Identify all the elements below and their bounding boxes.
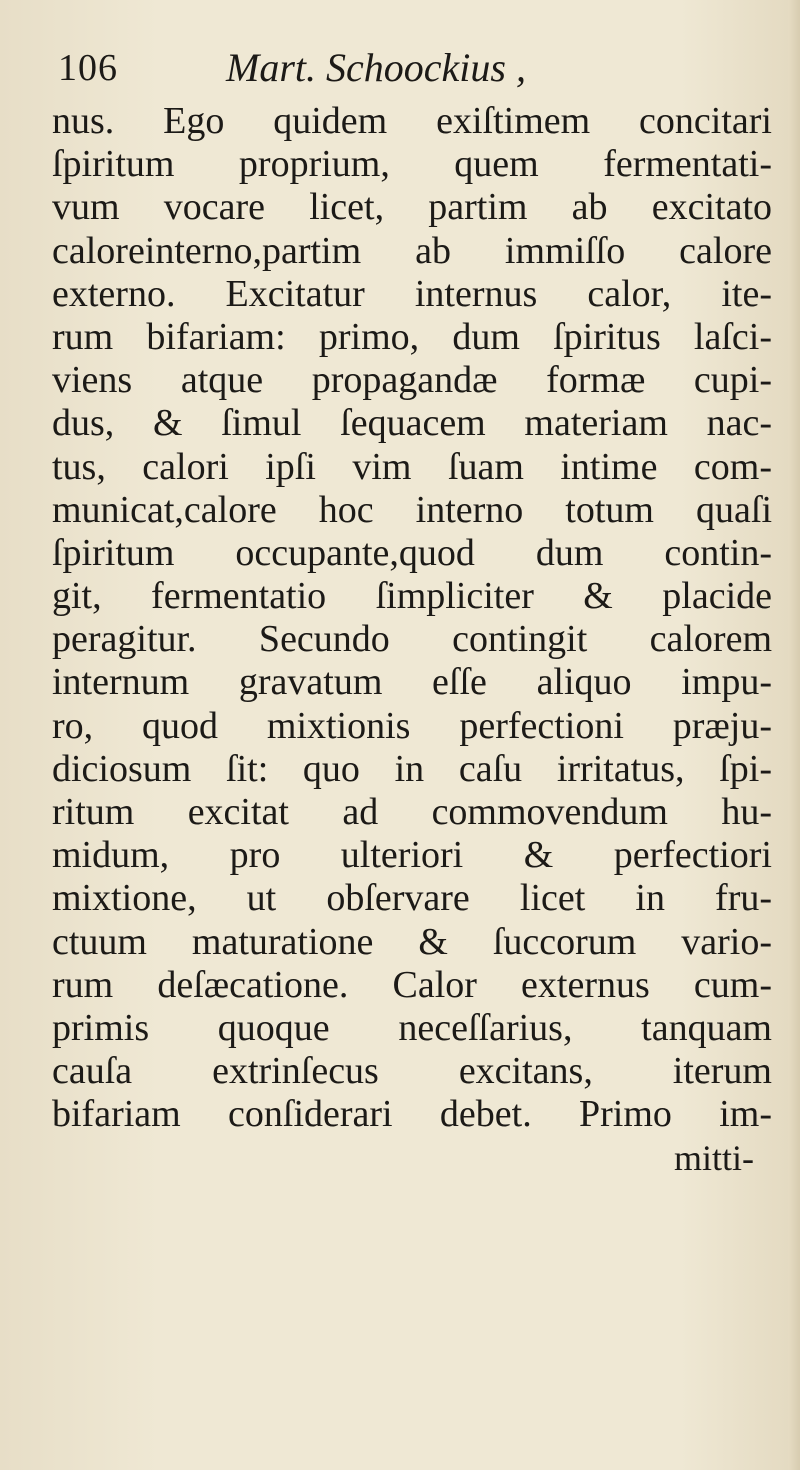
text-line: mixtione, ut obſervare licet in fru- [52,877,772,920]
text-line: cauſa extrinſecus excitans, iterum [52,1050,772,1093]
text-line: git, fermentatio ſimpliciter & placide [52,575,772,618]
text-line: viens atque propagandæ formæ cupi- [52,359,772,402]
text-line: ritum excitat ad commovendum hu- [52,791,772,833]
text-line: caloreinterno,partim ab immiſſo calore [52,229,772,272]
text-line: rum bifariam: primo, dum ſpiritus laſci- [52,315,772,358]
text-line: peragitur. Secundo contingit calorem [52,618,772,661]
text-line: internum gravatum eſſe aliquo impu- [52,661,772,704]
text-line: rum deſæcatione. Calor externus cum- [52,963,772,1006]
text-line: vum vocare licet, partim ab excitato [52,186,772,229]
catchword [52,1137,772,1180]
page-header [58,40,758,98]
text-line: tus, calori ipſi vim ſuam intime com- [52,445,772,488]
text-line: ctuum maturatione & ſuccorum vario- [52,920,772,963]
text-line: ſpiritum occupante,quod dum contin- [52,531,772,574]
text-line: dus, & ſimul ſequacem materiam nac- [52,402,772,445]
text-line: ro, quod mixtionis perfectioni præju- [52,704,772,747]
text-line: municat,calore hoc interno totum quaſi [52,488,772,531]
page-edge [788,0,800,1470]
text-line: nus. Ego quidem exiſtimem concitari [52,100,772,142]
text-line: diciosum ſit: quo in caſu irritatus, ſpi- [52,747,772,790]
running-head: Mart. Schoockius , [226,45,526,90]
catchword-text: mitti- [674,1137,754,1178]
text-line: bifariam conſiderari debet. Primo im- [52,1093,772,1136]
page-number: 106 [58,47,118,89]
body-text [52,100,772,1180]
text-line: midum, pro ulteriori & perfectiori [52,834,772,877]
text-line: primis quoque neceſſarius, tanquam [52,1006,772,1049]
text-line: externo. Excitatur internus calor, ite- [52,272,772,315]
text-line: ſpiritum proprium, quem fermentati- [52,143,772,186]
